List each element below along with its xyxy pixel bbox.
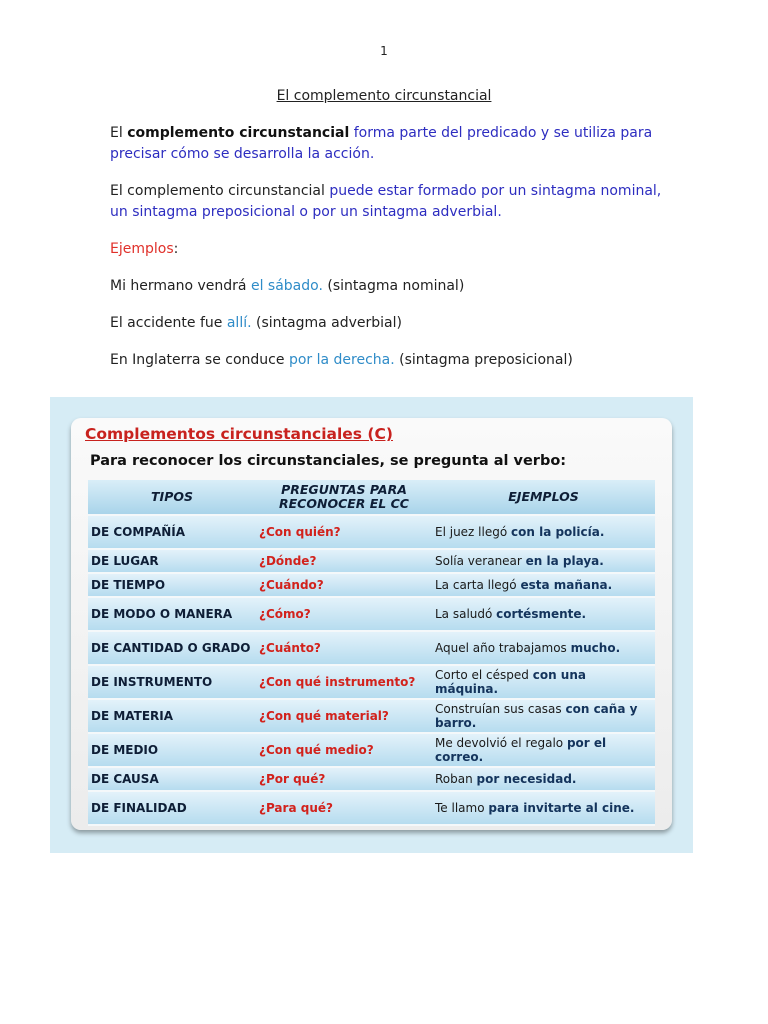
cell-pregunta: ¿Dónde? — [256, 549, 432, 573]
cell-ejemplo — [432, 791, 655, 825]
ejemplo-complemento: por necesidad. — [476, 772, 577, 786]
example-line — [110, 313, 670, 334]
cell-pregunta: ¿Para qué? — [256, 791, 432, 825]
header-tipos: TIPOS — [88, 480, 256, 515]
header-ejemplos: EJEMPLOS — [432, 480, 655, 515]
ejemplo-text: Te llamo — [435, 801, 489, 815]
figure-subtitle: Para reconocer los circunstanciales, se pregunta al verbo: — [90, 453, 567, 469]
examples-heading — [110, 239, 670, 260]
table-row — [88, 515, 655, 549]
ejemplo-text: Roban — [435, 772, 477, 786]
ejemplo-text: Corto el césped — [435, 668, 533, 682]
ejemplo-complemento: con una máquina. — [435, 668, 586, 696]
cell-pregunta: ¿Con qué instrumento? — [256, 665, 432, 699]
cell-pregunta: ¿Con quién? — [256, 515, 432, 549]
para2-blue: puede estar formado por un sintagma nominal, un sintagma preposicional o por un sintagma adverbial. — [110, 183, 662, 220]
ejemplo-text: La saludó — [435, 607, 497, 621]
table-header-row — [88, 480, 655, 515]
table-row — [88, 573, 655, 597]
table-row — [88, 699, 655, 733]
cell-pregunta: ¿Cómo? — [256, 597, 432, 631]
ejemplo-text: Construían sus casas — [435, 702, 566, 716]
ejemplo-text: Aquel año trabajamos — [435, 641, 571, 655]
example-pre: El accidente fue — [110, 315, 227, 331]
cell-tipo: DE CAUSA — [88, 767, 256, 791]
cell-pregunta: ¿Por qué? — [256, 767, 432, 791]
table-row — [88, 597, 655, 631]
cell-pregunta: ¿Cuánto? — [256, 631, 432, 665]
cell-ejemplo — [432, 515, 655, 549]
cell-tipo: DE MATERIA — [88, 699, 256, 733]
document-title: El complemento circunstancial — [276, 88, 492, 104]
cell-ejemplo — [432, 699, 655, 733]
para1-text: El — [110, 125, 128, 141]
example-post: (sintagma preposicional) — [394, 352, 573, 368]
cell-tipo: DE LUGAR — [88, 549, 256, 573]
cell-tipo: DE MEDIO — [88, 733, 256, 767]
ejemplo-complemento: para invitarte al cine. — [488, 801, 635, 815]
paragraph-definition — [110, 123, 670, 165]
para1-bold: complemento circunstancial — [127, 125, 350, 141]
example-highlight: por la derecha. — [288, 352, 395, 368]
complementos-figure — [50, 397, 693, 853]
ejemplo-complemento: con la policía. — [511, 525, 605, 539]
cell-tipo: DE TIEMPO — [88, 573, 256, 597]
table-row — [88, 767, 655, 791]
ejemplo-text: El juez llegó — [435, 525, 511, 539]
example-pre: En Inglaterra se conduce — [110, 352, 289, 368]
cell-ejemplo — [432, 573, 655, 597]
cell-tipo: DE INSTRUMENTO — [88, 665, 256, 699]
table-row — [88, 665, 655, 699]
table-row — [88, 733, 655, 767]
ejemplo-complemento: mucho. — [570, 641, 621, 655]
example-line — [110, 276, 670, 297]
example-highlight: el sábado. — [250, 278, 323, 294]
example-line — [110, 350, 670, 371]
paragraph-formation — [110, 181, 670, 223]
ejemplo-text: Solía veranear — [435, 554, 526, 568]
ejemplo-complemento: cortésmente. — [496, 607, 587, 621]
cell-tipo: DE CANTIDAD O GRADO — [88, 631, 256, 665]
table-row — [88, 631, 655, 665]
example-highlight: allí. — [226, 315, 252, 331]
cell-tipo: DE FINALIDAD — [88, 791, 256, 825]
table-row — [88, 549, 655, 573]
cell-tipo: DE COMPAÑÍA — [88, 515, 256, 549]
cell-ejemplo — [432, 665, 655, 699]
example-post: (sintagma nominal) — [322, 278, 465, 294]
example-post: (sintagma adverbial) — [251, 315, 402, 331]
cell-ejemplo — [432, 597, 655, 631]
example-pre: Mi hermano vendrá — [110, 278, 251, 294]
cell-ejemplo — [432, 549, 655, 573]
figure-card — [71, 418, 672, 830]
cell-ejemplo — [432, 631, 655, 665]
ejemplo-complemento: esta mañana. — [520, 578, 613, 592]
complementos-table — [88, 480, 655, 826]
cell-pregunta: ¿Con qué material? — [256, 699, 432, 733]
cell-pregunta: ¿Con qué medio? — [256, 733, 432, 767]
cell-ejemplo — [432, 767, 655, 791]
examples-label: Ejemplos — [110, 241, 174, 257]
ejemplo-complemento: en la playa. — [525, 554, 604, 568]
header-preguntas: PREGUNTAS PARA RECONOCER EL CC — [256, 480, 432, 515]
para2-text: El complemento circunstancial — [110, 183, 330, 199]
cell-tipo: DE MODO O MANERA — [88, 597, 256, 631]
table-row — [88, 791, 655, 825]
examples-colon: : — [173, 241, 179, 257]
ejemplo-complemento: por el correo. — [435, 736, 607, 764]
cell-pregunta: ¿Cuándo? — [256, 573, 432, 597]
cell-ejemplo — [432, 733, 655, 767]
para1-blue: forma parte del predicado y se utiliza para precisar cómo se desarrolla la acción. — [110, 125, 653, 162]
ejemplo-complemento: con caña y barro. — [435, 702, 638, 730]
ejemplo-text: La carta llegó — [435, 578, 521, 592]
ejemplo-text: Me devolvió el regalo — [435, 736, 567, 750]
figure-title: Complementos circunstanciales (C) — [85, 425, 393, 443]
page-number: 1 — [380, 44, 388, 58]
